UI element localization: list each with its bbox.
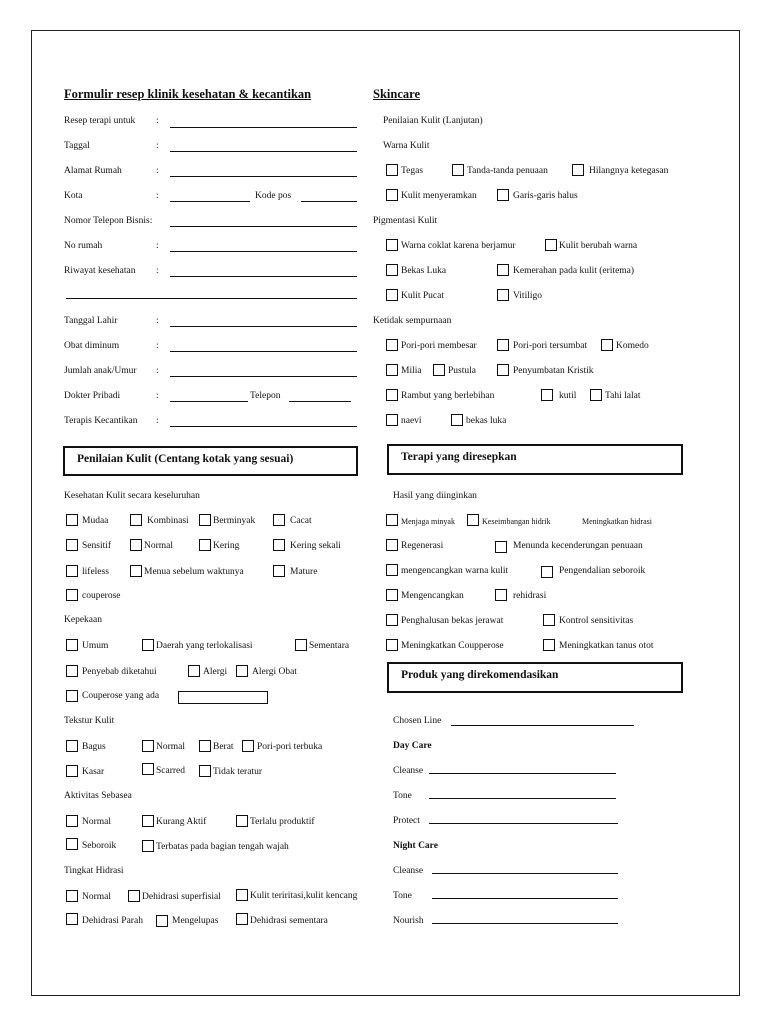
checkbox[interactable] (236, 889, 248, 901)
opt-label: Pengendalian seboroik (559, 566, 646, 576)
checkbox[interactable] (497, 339, 509, 351)
opt-label: Daerah yang terlokalisasi (156, 641, 253, 651)
lanjutan-label: Penilaian Kulit (Lanjutan) (383, 116, 483, 126)
label-kota: Kota (64, 191, 83, 201)
opt-label: Sementara (309, 641, 350, 651)
checkbox[interactable] (188, 665, 200, 677)
checkbox[interactable] (66, 589, 78, 601)
checkbox[interactable] (273, 539, 285, 551)
opt-label: Kombinasi (147, 516, 189, 526)
label-telepon-bisnis: Nomor Telepon Bisnis: (64, 216, 153, 226)
label-tanggal: Taggal (64, 141, 90, 151)
checkbox[interactable] (386, 639, 398, 651)
opt-label: Scarred (156, 766, 186, 776)
checkbox[interactable] (66, 838, 78, 850)
opt-label: Kulit teriritasi,kulit kencang (250, 891, 358, 901)
terapi-header-box (387, 444, 683, 475)
tekstur-label: Tekstur Kulit (64, 716, 115, 726)
penilaian-title: Penilaian Kulit (Centang kotak yang sesuai) (77, 453, 294, 465)
opt-label: Bekas Luka (401, 266, 447, 276)
checkbox[interactable] (543, 614, 555, 626)
opt-label: Warna coklat karena berjamur (401, 241, 516, 251)
field-riwayat-line2[interactable] (66, 298, 357, 299)
checkbox[interactable] (236, 815, 248, 827)
opt-label: Pori-pori membesar (401, 341, 477, 351)
day-tone-field[interactable] (429, 798, 616, 799)
opt-label: Keseimbangan hidrik (482, 517, 551, 526)
field-no-rumah[interactable] (170, 251, 357, 252)
opt-label: kutil (559, 391, 577, 401)
checkbox[interactable] (386, 264, 398, 276)
checkbox[interactable] (66, 665, 78, 677)
checkbox[interactable] (273, 565, 285, 577)
checkbox[interactable] (451, 414, 463, 426)
label-tgl-lahir: Tanggal Lahir (64, 316, 118, 326)
opt-label: Milia (401, 366, 422, 376)
checkbox[interactable] (199, 740, 211, 752)
hidrasi-label: Tingkat Hidrasi (64, 866, 124, 876)
checkbox[interactable] (273, 514, 285, 526)
opt-label: Mengelupas (172, 916, 219, 926)
field-obat[interactable] (170, 351, 357, 352)
opt-label: Menjaga minyak (401, 517, 455, 526)
opt-label: Vitiligo (513, 291, 542, 301)
opt-label: Pori-pori terbuka (257, 742, 323, 752)
label-riwayat: Riwayat kesehatan (64, 266, 136, 276)
colon: : (156, 416, 159, 426)
night-nourish-label: Nourish (393, 916, 424, 926)
opt-label: Meningkatkan Coupperose (401, 641, 504, 651)
opt-label: naevi (401, 416, 422, 426)
checkbox[interactable] (497, 364, 509, 376)
hasil-label: Hasil yang diinginkan (393, 491, 477, 501)
field-resep[interactable] (170, 127, 357, 128)
label-anak: Jumlah anak/Umur (64, 366, 137, 376)
field-tgl-lahir[interactable] (170, 326, 357, 327)
opt-label: Sensitif (82, 541, 112, 551)
opt-label: Rambut yang berlebihan (401, 391, 495, 401)
day-protect-label: Protect (393, 816, 420, 826)
opt-label: Kemerahan pada kulit (eritema) (513, 266, 635, 276)
chosen-line-field[interactable] (451, 725, 634, 726)
checkbox[interactable] (386, 364, 398, 376)
chosen-line-label: Chosen Line (393, 716, 442, 726)
checkbox[interactable] (601, 339, 613, 351)
checkbox[interactable] (66, 690, 78, 702)
skincare-title: Skincare (373, 87, 420, 101)
night-tone-field[interactable] (432, 898, 618, 899)
opt-label: Menunda kecenderungan penuaan (513, 541, 643, 551)
colon: : (156, 191, 159, 201)
colon: : (156, 141, 159, 151)
night-nourish-field[interactable] (432, 923, 618, 924)
checkbox[interactable] (386, 239, 398, 251)
opt-label: couperose (82, 591, 121, 601)
checkbox[interactable] (66, 740, 78, 752)
opt-label: Alergi (203, 667, 228, 677)
checkbox[interactable] (66, 913, 78, 925)
checkbox[interactable] (386, 414, 398, 426)
label-resep: Resep terapi untuk (64, 116, 136, 126)
checkbox[interactable] (199, 765, 211, 777)
checkbox[interactable] (130, 539, 142, 551)
opt-label: Meningkatkan tanus otot (559, 641, 654, 651)
colon: : (156, 341, 159, 351)
opt-label: Pustula (448, 366, 476, 376)
checkbox[interactable] (545, 239, 557, 251)
opt-label: Terlalu produktif (250, 817, 315, 827)
checkbox[interactable] (142, 815, 154, 827)
opt-label: Dehidrasi superfisial (142, 892, 221, 902)
night-cleanse-label: Cleanse (393, 866, 424, 876)
checkbox[interactable] (199, 539, 211, 551)
opt-label: Berminyak (213, 516, 256, 526)
day-protect-field[interactable] (429, 823, 618, 824)
opt-label: Kering sekali (290, 541, 341, 551)
opt-label: Penyebab diketahui (82, 667, 157, 677)
terapi-title: Terapi yang diresepkan (401, 451, 517, 463)
opt-label: Mengencangkan (401, 591, 464, 601)
colon: : (156, 366, 159, 376)
checkbox[interactable] (386, 289, 398, 301)
checkbox[interactable] (66, 514, 78, 526)
opt-label: Tegas (401, 166, 424, 176)
checkbox[interactable] (497, 289, 509, 301)
field-telepon[interactable] (289, 401, 351, 402)
checkbox[interactable] (386, 339, 398, 351)
opt-label: Pori-pori tersumbat (513, 341, 588, 351)
checkbox[interactable] (128, 890, 140, 902)
produk-title: Produk yang direkomendasikan (401, 669, 559, 681)
checkbox[interactable] (142, 840, 154, 852)
checkbox[interactable] (156, 915, 168, 927)
opt-label: Bagus (82, 742, 106, 752)
checkbox[interactable] (242, 740, 254, 752)
checkbox[interactable] (66, 565, 78, 577)
opt-label: Kasar (82, 767, 105, 777)
checkbox[interactable] (497, 189, 509, 201)
opt-label: Berat (213, 742, 234, 752)
field-anak[interactable] (170, 376, 357, 377)
opt-label: Mature (290, 567, 318, 577)
opt-label: Alergi Obat (252, 667, 297, 677)
checkbox[interactable] (386, 514, 398, 526)
opt-label: Penyumbatan Kristik (513, 366, 594, 376)
opt-label: Dehidrasi Parah (82, 916, 143, 926)
checkbox[interactable] (386, 589, 398, 601)
pigmen-label: Pigmentasi Kulit (373, 216, 438, 226)
ketidak-label: Ketidak sempurnaan (373, 316, 452, 326)
kepekaan-label: Kepekaan (64, 615, 102, 625)
colon: : (156, 241, 159, 251)
field-kota[interactable] (170, 201, 250, 202)
checkbox[interactable] (467, 514, 479, 526)
colon: : (156, 316, 159, 326)
label-kodepos: Kode pos (255, 191, 292, 201)
field-dokter[interactable] (170, 401, 248, 402)
night-tone-label: Tone (393, 891, 412, 901)
opt-label: Cacat (290, 516, 312, 526)
label-obat: Obat diminum (64, 341, 120, 351)
checkbox[interactable] (66, 815, 78, 827)
checkbox[interactable] (590, 389, 602, 401)
checkbox[interactable] (386, 164, 398, 176)
colon: : (156, 116, 159, 126)
opt-label: rehidrasi (513, 591, 547, 601)
checkbox[interactable] (66, 765, 78, 777)
kesehatan-label: Kesehatan Kulit secara keseluruhan (64, 491, 200, 501)
opt-label: Komedo (616, 341, 649, 351)
checkbox[interactable] (130, 565, 142, 577)
label-no-rumah: No rumah (64, 241, 103, 251)
colon: : (156, 166, 159, 176)
checkbox[interactable] (386, 539, 398, 551)
opt-label: Umum (82, 641, 109, 651)
warna-label: Warna Kulit (383, 141, 430, 151)
field-kodepos[interactable] (301, 201, 357, 202)
opt-label: Normal (82, 892, 112, 902)
opt-label: Penghalusan bekas jerawat (401, 616, 504, 626)
penilaian-header-box (63, 446, 358, 476)
opt-label: Terbatas pada bagian tengah wajah (156, 842, 289, 852)
colon: : (156, 266, 159, 276)
opt-label: Kering (213, 541, 240, 551)
opt-label: Tanda-tanda penuaan (467, 166, 548, 176)
opt-label: Kurang Aktif (156, 817, 207, 827)
checkbox[interactable] (142, 740, 154, 752)
day-tone-label: Tone (393, 791, 412, 801)
opt-label: Couperose yang ada (82, 691, 160, 701)
opt-label: Meningkatkan hidrasi (582, 517, 652, 526)
opt-label: Normal (144, 541, 174, 551)
checkbox[interactable] (66, 639, 78, 651)
checkbox[interactable] (142, 639, 154, 651)
checkbox[interactable] (386, 389, 398, 401)
opt-label: Garis-garis halus (513, 191, 578, 201)
checkbox[interactable] (452, 164, 464, 176)
form-title: Formulir resep klinik kesehatan & kecantikan (64, 87, 312, 101)
checkbox[interactable] (433, 364, 445, 376)
checkbox[interactable] (541, 566, 553, 578)
field-telepon-bisnis[interactable] (170, 226, 357, 227)
checkbox[interactable] (66, 890, 78, 902)
checkbox[interactable] (130, 514, 142, 526)
sebasea-label: Aktivitas Sebasea (64, 791, 132, 801)
night-cleanse-field[interactable] (432, 873, 618, 874)
opt-label: Mudaa (82, 516, 109, 526)
checkbox[interactable] (386, 614, 398, 626)
checkbox[interactable] (199, 514, 211, 526)
colon: : (156, 391, 159, 401)
opt-label: Tidak teratur (213, 767, 262, 777)
opt-label: Dehidrasi sementara (250, 916, 328, 926)
field-riwayat[interactable] (170, 276, 357, 277)
checkbox[interactable] (66, 539, 78, 551)
checkbox[interactable] (236, 665, 248, 677)
checkbox[interactable] (386, 564, 398, 576)
label-terapis: Terapis Kecantikan (64, 416, 138, 426)
opt-label: Kulit menyeramkan (401, 191, 477, 201)
opt-label: Menua sebelum waktunya (144, 567, 244, 577)
opt-label: bekas luka (466, 416, 507, 426)
field-tanggal[interactable] (170, 151, 357, 152)
opt-label: mengencangkan warna kulit (401, 566, 509, 576)
opt-label: Tahi lalat (605, 391, 641, 401)
day-cleanse-field[interactable] (429, 773, 616, 774)
checkbox[interactable] (236, 913, 248, 925)
checkbox[interactable] (142, 763, 154, 775)
field-terapis[interactable] (170, 426, 357, 427)
couperose-input[interactable] (178, 691, 268, 704)
checkbox[interactable] (543, 639, 555, 651)
opt-label: Hilangnya ketegasan (589, 166, 669, 176)
produk-header-box (387, 662, 683, 693)
label-alamat: Alamat Rumah (64, 166, 122, 176)
checkbox[interactable] (295, 639, 307, 651)
opt-label: Regenerasi (401, 541, 444, 551)
checkbox[interactable] (386, 189, 398, 201)
opt-label: Seboroik (82, 841, 117, 851)
opt-label: Normal (82, 817, 112, 827)
checkbox[interactable] (572, 164, 584, 176)
opt-label: Normal (156, 742, 186, 752)
label-dokter: Dokter Pribadi (64, 391, 121, 401)
field-alamat[interactable] (170, 176, 357, 177)
night-care-label: Night Care (393, 841, 438, 851)
day-care-label: Day Care (393, 741, 432, 751)
opt-label: Kulit Pucat (401, 291, 445, 301)
checkbox[interactable] (541, 389, 553, 401)
opt-label: Kulit berubah warna (559, 241, 638, 251)
opt-label: Kontrol sensitivitas (559, 616, 634, 626)
checkbox[interactable] (495, 541, 507, 553)
label-telepon: Telepon (250, 391, 281, 401)
opt-label: lifeless (82, 567, 109, 577)
checkbox[interactable] (497, 264, 509, 276)
day-cleanse-label: Cleanse (393, 766, 424, 776)
checkbox[interactable] (495, 589, 507, 601)
